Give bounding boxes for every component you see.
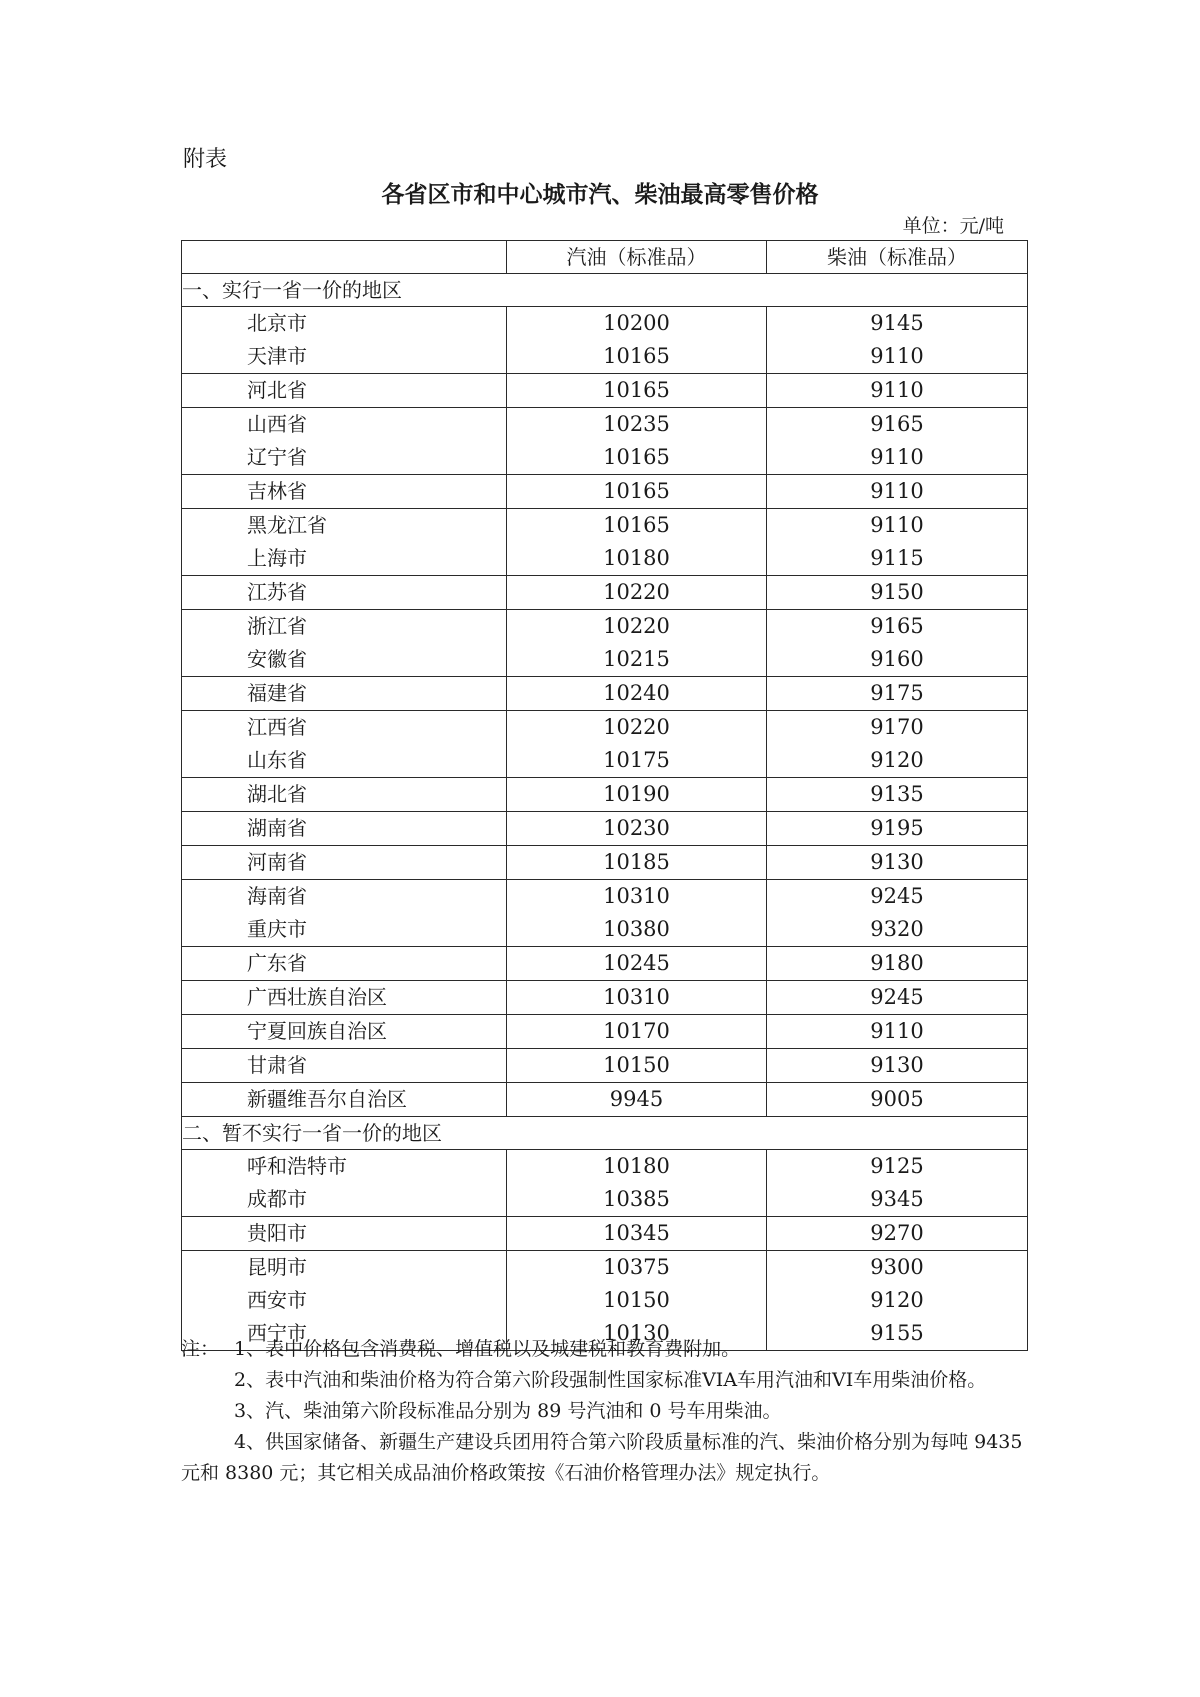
diesel-price: 9145 <box>870 311 924 335</box>
region-name: 呼和浩特市 <box>247 1154 347 1178</box>
gasoline-price-cell <box>507 778 767 812</box>
region-name: 黑龙江省 <box>247 513 327 537</box>
diesel-price: 9135 <box>870 782 924 806</box>
gasoline-price-cell <box>507 677 767 711</box>
gasoline-price: 10245 <box>603 951 670 975</box>
gasoline-price: 10175 <box>603 748 670 772</box>
region-name-cell <box>182 711 507 778</box>
gasoline-price-cell <box>507 408 767 475</box>
gasoline-price: 10220 <box>603 580 670 604</box>
note-1: 注： 1、表中价格包含消费税、增值税以及城建税和教育费附加。 <box>181 1334 1027 1365</box>
region-name: 广东省 <box>247 951 307 975</box>
gasoline-price: 10150 <box>603 1288 670 1312</box>
price-table-body <box>182 241 1028 1351</box>
gasoline-price-cell <box>507 1217 767 1251</box>
diesel-price-cell <box>767 1049 1028 1083</box>
region-name-cell <box>182 1217 507 1251</box>
region-name-cell <box>182 307 507 374</box>
diesel-price: 9110 <box>870 378 924 402</box>
gasoline-price: 10180 <box>603 1154 670 1178</box>
table-row <box>182 677 1028 711</box>
region-name: 山西省 <box>247 412 307 436</box>
diesel-price: 9300 <box>870 1255 924 1279</box>
region-name-cell <box>182 509 507 576</box>
price-table <box>181 240 1028 1351</box>
header-region <box>182 241 507 274</box>
table-row <box>182 509 1028 576</box>
notes-label: 注： <box>181 1338 220 1360</box>
diesel-price-cell <box>767 408 1028 475</box>
gasoline-price-cell <box>507 880 767 947</box>
gasoline-price: 10220 <box>603 614 670 638</box>
region-name-cell <box>182 1049 507 1083</box>
gasoline-price-cell <box>507 509 767 576</box>
note-2: 2、表中汽油和柴油价格为符合第六阶段强制性国家标准VIA车用汽油和VI车用柴油价格。 <box>234 1369 987 1391</box>
table-row <box>182 374 1028 408</box>
table-row <box>182 408 1028 475</box>
region-name: 湖北省 <box>247 782 307 806</box>
diesel-price-cell <box>767 846 1028 880</box>
region-name-cell <box>182 408 507 475</box>
table-row <box>182 1083 1028 1117</box>
diesel-price: 9320 <box>870 917 924 941</box>
region-name: 辽宁省 <box>247 445 307 469</box>
region-name: 山东省 <box>247 748 307 772</box>
gasoline-price: 10165 <box>603 513 670 537</box>
header-gasoline: 汽油（标准品） <box>507 241 767 274</box>
gasoline-price: 10170 <box>603 1019 670 1043</box>
diesel-price: 9245 <box>870 884 924 908</box>
diesel-price-cell <box>767 1150 1028 1217</box>
region-name-cell <box>182 475 507 509</box>
diesel-price: 9130 <box>870 850 924 874</box>
region-name: 浙江省 <box>247 614 307 638</box>
region-name-cell <box>182 947 507 981</box>
region-name: 广西壮族自治区 <box>247 985 387 1009</box>
gasoline-price: 10310 <box>603 985 670 1009</box>
gasoline-price: 10220 <box>603 715 670 739</box>
gasoline-price: 10200 <box>603 311 670 335</box>
diesel-price-cell <box>767 1083 1028 1117</box>
diesel-price: 9110 <box>870 344 924 368</box>
region-name: 福建省 <box>247 681 307 705</box>
gasoline-price-cell <box>507 1150 767 1217</box>
section-title: 一、实行一省一价的地区 <box>182 274 1028 307</box>
diesel-price-cell <box>767 475 1028 509</box>
diesel-price: 9155 <box>870 1321 924 1345</box>
diesel-price-cell <box>767 812 1028 846</box>
table-row <box>182 1217 1028 1251</box>
diesel-price: 9150 <box>870 580 924 604</box>
region-name: 西宁市 <box>247 1321 307 1345</box>
region-name: 西安市 <box>247 1288 307 1312</box>
table-row <box>182 610 1028 677</box>
gasoline-price: 10150 <box>603 1053 670 1077</box>
diesel-price: 9110 <box>870 513 924 537</box>
region-name: 江西省 <box>247 715 307 739</box>
gasoline-price: 10130 <box>603 1321 670 1345</box>
diesel-price-cell <box>767 677 1028 711</box>
section-row <box>182 1117 1028 1150</box>
gasoline-price-cell <box>507 1015 767 1049</box>
note-4: 4、供国家储备、新疆生产建设兵团用符合第六阶段质量标准的汽、柴油价格分别为每吨 9435 元和 8380 元；其它相关成品油价格政策按《石油价格管理办法》规定执行。 <box>181 1431 1023 1484</box>
table-row <box>182 307 1028 374</box>
table-row <box>182 475 1028 509</box>
gasoline-price: 10185 <box>603 850 670 874</box>
diesel-price-cell <box>767 1015 1028 1049</box>
table-row <box>182 1150 1028 1217</box>
region-name-cell <box>182 812 507 846</box>
gasoline-price-cell <box>507 812 767 846</box>
diesel-price-cell <box>767 880 1028 947</box>
region-name: 宁夏回族自治区 <box>247 1019 387 1043</box>
diesel-price: 9195 <box>870 816 924 840</box>
region-name-cell <box>182 1150 507 1217</box>
table-row <box>182 812 1028 846</box>
attachment-label: 附表 <box>183 147 228 172</box>
region-name: 贵阳市 <box>247 1221 307 1245</box>
region-name-cell <box>182 576 507 610</box>
region-name: 北京市 <box>247 311 307 335</box>
gasoline-price: 10375 <box>603 1255 670 1279</box>
diesel-price: 9245 <box>870 985 924 1009</box>
diesel-price-cell <box>767 610 1028 677</box>
gasoline-price: 10385 <box>603 1187 670 1211</box>
diesel-price: 9125 <box>870 1154 924 1178</box>
note-3: 3、汽、柴油第六阶段标准品分别为 89 号汽油和 0 号车用柴油。 <box>234 1400 782 1422</box>
region-name: 吉林省 <box>247 479 307 503</box>
diesel-price: 9130 <box>870 1053 924 1077</box>
unit-label: 单位：元/吨 <box>902 215 1004 237</box>
table-row <box>182 947 1028 981</box>
region-name: 河北省 <box>247 378 307 402</box>
region-name: 江苏省 <box>247 580 307 604</box>
header-diesel: 柴油（标准品） <box>767 241 1028 274</box>
region-name: 海南省 <box>247 884 307 908</box>
diesel-price-cell <box>767 307 1028 374</box>
table-row <box>182 1049 1028 1083</box>
diesel-price-cell <box>767 576 1028 610</box>
diesel-price: 9115 <box>870 546 924 570</box>
table-row <box>182 711 1028 778</box>
diesel-price-cell <box>767 778 1028 812</box>
region-name: 新疆维吾尔自治区 <box>247 1087 407 1111</box>
region-name-cell <box>182 846 507 880</box>
gasoline-price: 10380 <box>603 917 670 941</box>
table-row <box>182 981 1028 1015</box>
gasoline-price-cell <box>507 307 767 374</box>
gasoline-price: 10310 <box>603 884 670 908</box>
diesel-price-cell <box>767 509 1028 576</box>
gasoline-price-cell <box>507 475 767 509</box>
diesel-price-cell <box>767 1217 1028 1251</box>
section-title: 二、暂不实行一省一价的地区 <box>182 1117 1028 1150</box>
diesel-price-cell <box>767 947 1028 981</box>
diesel-price: 9110 <box>870 1019 924 1043</box>
gasoline-price-cell <box>507 1049 767 1083</box>
gasoline-price: 10215 <box>603 647 670 671</box>
region-name: 甘肃省 <box>247 1053 307 1077</box>
table-row <box>182 778 1028 812</box>
region-name-cell <box>182 981 507 1015</box>
region-name: 昆明市 <box>247 1255 307 1279</box>
gasoline-price: 10230 <box>603 816 670 840</box>
region-name: 成都市 <box>247 1187 307 1211</box>
region-name: 安徽省 <box>247 647 307 671</box>
gasoline-price: 10190 <box>603 782 670 806</box>
gasoline-price-cell <box>507 981 767 1015</box>
region-name-cell <box>182 880 507 947</box>
gasoline-price: 10345 <box>603 1221 670 1245</box>
region-name: 河南省 <box>247 850 307 874</box>
diesel-price: 9175 <box>870 681 924 705</box>
diesel-price: 9120 <box>870 748 924 772</box>
diesel-price: 9165 <box>870 412 924 436</box>
gasoline-price: 10165 <box>603 378 670 402</box>
diesel-price-cell <box>767 711 1028 778</box>
gasoline-price: 10180 <box>603 546 670 570</box>
table-row <box>182 1015 1028 1049</box>
diesel-price: 9345 <box>870 1187 924 1211</box>
notes <box>181 1334 1027 1489</box>
gasoline-price: 10165 <box>603 479 670 503</box>
diesel-price-cell <box>767 981 1028 1015</box>
region-name-cell <box>182 1083 507 1117</box>
gasoline-price: 10240 <box>603 681 670 705</box>
table-row <box>182 846 1028 880</box>
gasoline-price-cell <box>507 374 767 408</box>
gasoline-price: 10235 <box>603 412 670 436</box>
table-row <box>182 576 1028 610</box>
diesel-price: 9120 <box>870 1288 924 1312</box>
region-name-cell <box>182 374 507 408</box>
diesel-price: 9005 <box>870 1087 924 1111</box>
region-name: 重庆市 <box>247 917 307 941</box>
gasoline-price: 10165 <box>603 445 670 469</box>
diesel-price: 9270 <box>870 1221 924 1245</box>
region-name-cell <box>182 1015 507 1049</box>
diesel-price: 9165 <box>870 614 924 638</box>
region-name-cell <box>182 778 507 812</box>
diesel-price: 9160 <box>870 647 924 671</box>
diesel-price: 9180 <box>870 951 924 975</box>
region-name: 天津市 <box>247 344 307 368</box>
region-name: 上海市 <box>247 546 307 570</box>
region-name: 湖南省 <box>247 816 307 840</box>
gasoline-price-cell <box>507 947 767 981</box>
page-title: 各省区市和中心城市汽、柴油最高零售价格 <box>381 182 819 208</box>
diesel-price: 9170 <box>870 715 924 739</box>
section-row <box>182 274 1028 307</box>
gasoline-price-cell <box>507 610 767 677</box>
gasoline-price: 9945 <box>609 1087 664 1111</box>
region-name-cell <box>182 677 507 711</box>
gasoline-price-cell <box>507 576 767 610</box>
gasoline-price-cell <box>507 846 767 880</box>
diesel-price: 9110 <box>870 479 924 503</box>
table-row <box>182 880 1028 947</box>
table-header-row <box>182 241 1028 274</box>
region-name-cell <box>182 610 507 677</box>
gasoline-price: 10165 <box>603 344 670 368</box>
diesel-price: 9110 <box>870 445 924 469</box>
gasoline-price-cell <box>507 1083 767 1117</box>
gasoline-price-cell <box>507 711 767 778</box>
diesel-price-cell <box>767 374 1028 408</box>
